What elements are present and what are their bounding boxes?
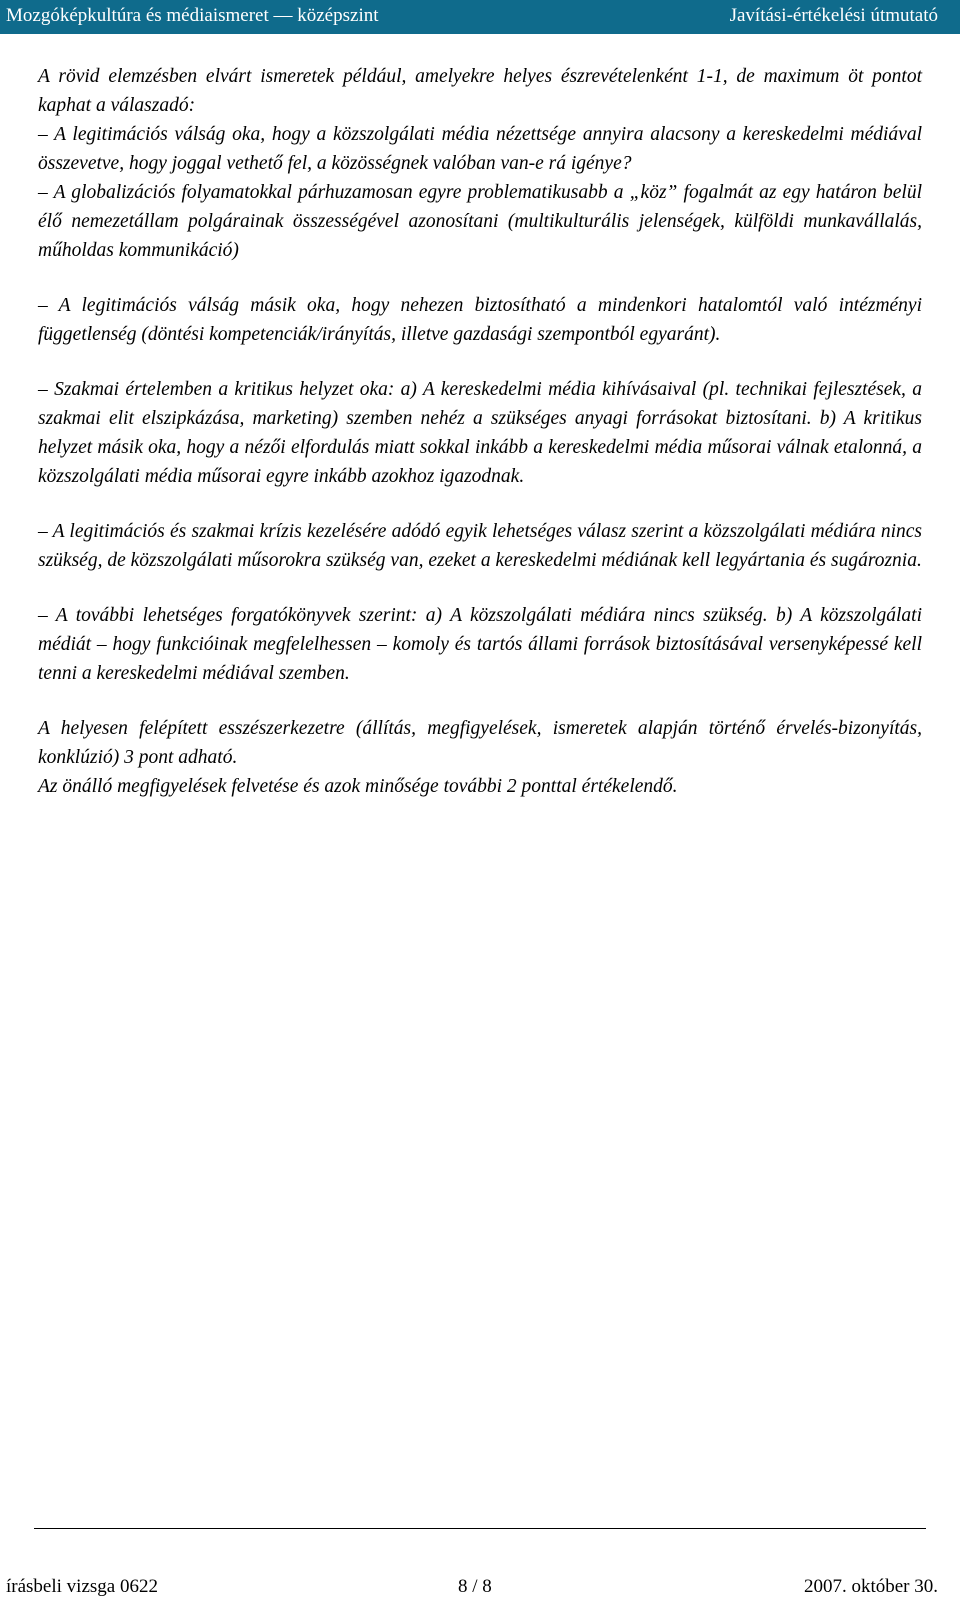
page-header xyxy=(0,0,960,34)
scoring-structure: A helyesen felépített esszészerkezetre (állítás, megfigyelések, ismeretek alapján történő érvelés-bizonyítás, konklúzió) 3 pont adható. xyxy=(38,718,922,768)
footer-exam-code: írásbeli vizsga 0622 xyxy=(6,1576,158,1597)
point-globalization: – A globalizációs folyamatokkal párhuzamosan egyre problematikusabb a „köz” fogalmát az egy határon belül élő nemezetállam polgárainak összességével azonosítani (multikulturális jelenségek, külföldi munkavállalás, műholdas kommunikáció) xyxy=(38,182,922,261)
point-legitimacy-viewership: – A legitimációs válság oka, hogy a közszolgálati média nézettsége annyira alacsony a kereskedelmi médiával összevetve, hogy joggal vethető fel, a közösségnek valóban van-e rá igénye? xyxy=(38,124,922,174)
document-body xyxy=(38,62,922,801)
scoring-observations: Az önálló megfigyelések felvetése és azok minősége további 2 ponttal értékelendő. xyxy=(38,776,678,797)
header-document-type: Javítási-értékelési útmutató xyxy=(729,5,938,26)
footer-page-number: 8 / 8 xyxy=(458,1576,492,1597)
footer-date: 2007. október 30. xyxy=(803,1576,938,1597)
point-crisis-response: – A legitimációs és szakmai krízis kezelésére adódó egyik lehetséges válasz szerint a közszolgálati médiára nincs szükség, de közszolgálati műsorokra szükség van, ezeket a kereskedelmi médiának kell legyártania és sugároznia. xyxy=(38,521,922,571)
point-scenarios: – A további lehetséges forgatókönyvek szerint: a) A közszolgálati médiára nincs szükség. b) A közszolgálati médiát – hogy funkcióinak megfelelhessen – komoly és tartós állami források biztosításával versenyképessé kell tenni a kereskedelmi médiával szemben. xyxy=(38,605,922,684)
footer-divider xyxy=(34,1528,926,1529)
intro-paragraph: A rövid elemzésben elvárt ismeretek például, amelyekre helyes észrevételenként 1-1, de maximum öt pontot kaphat a válaszadó: xyxy=(38,66,922,116)
header-subject: Mozgóképkultúra és médiaismeret — középszint xyxy=(6,5,379,26)
point-professional-crisis: – Szakmai értelemben a kritikus helyzet oka: a) A kereskedelmi média kihívásaival (pl. technikai fejlesztések, a szakmai elit elszipkázása, marketing) szemben nehéz a szükséges anyagi forrásokat biztosítani. b) A kritikus helyzet másik oka, hogy a nézői elfordulás miatt sokkal inkább a kereskedelmi média műsorai válnak etalonná, a közszolgálati média műsorai egyre inkább azokhoz igazodnak. xyxy=(38,379,922,487)
point-legitimacy-independence: – A legitimációs válság másik oka, hogy nehezen biztosítható a mindenkori hatalomtól való intézményi függetlenség (döntési kompetenciák/irányítás, illetve gazdasági szempontból egyaránt). xyxy=(38,295,922,345)
